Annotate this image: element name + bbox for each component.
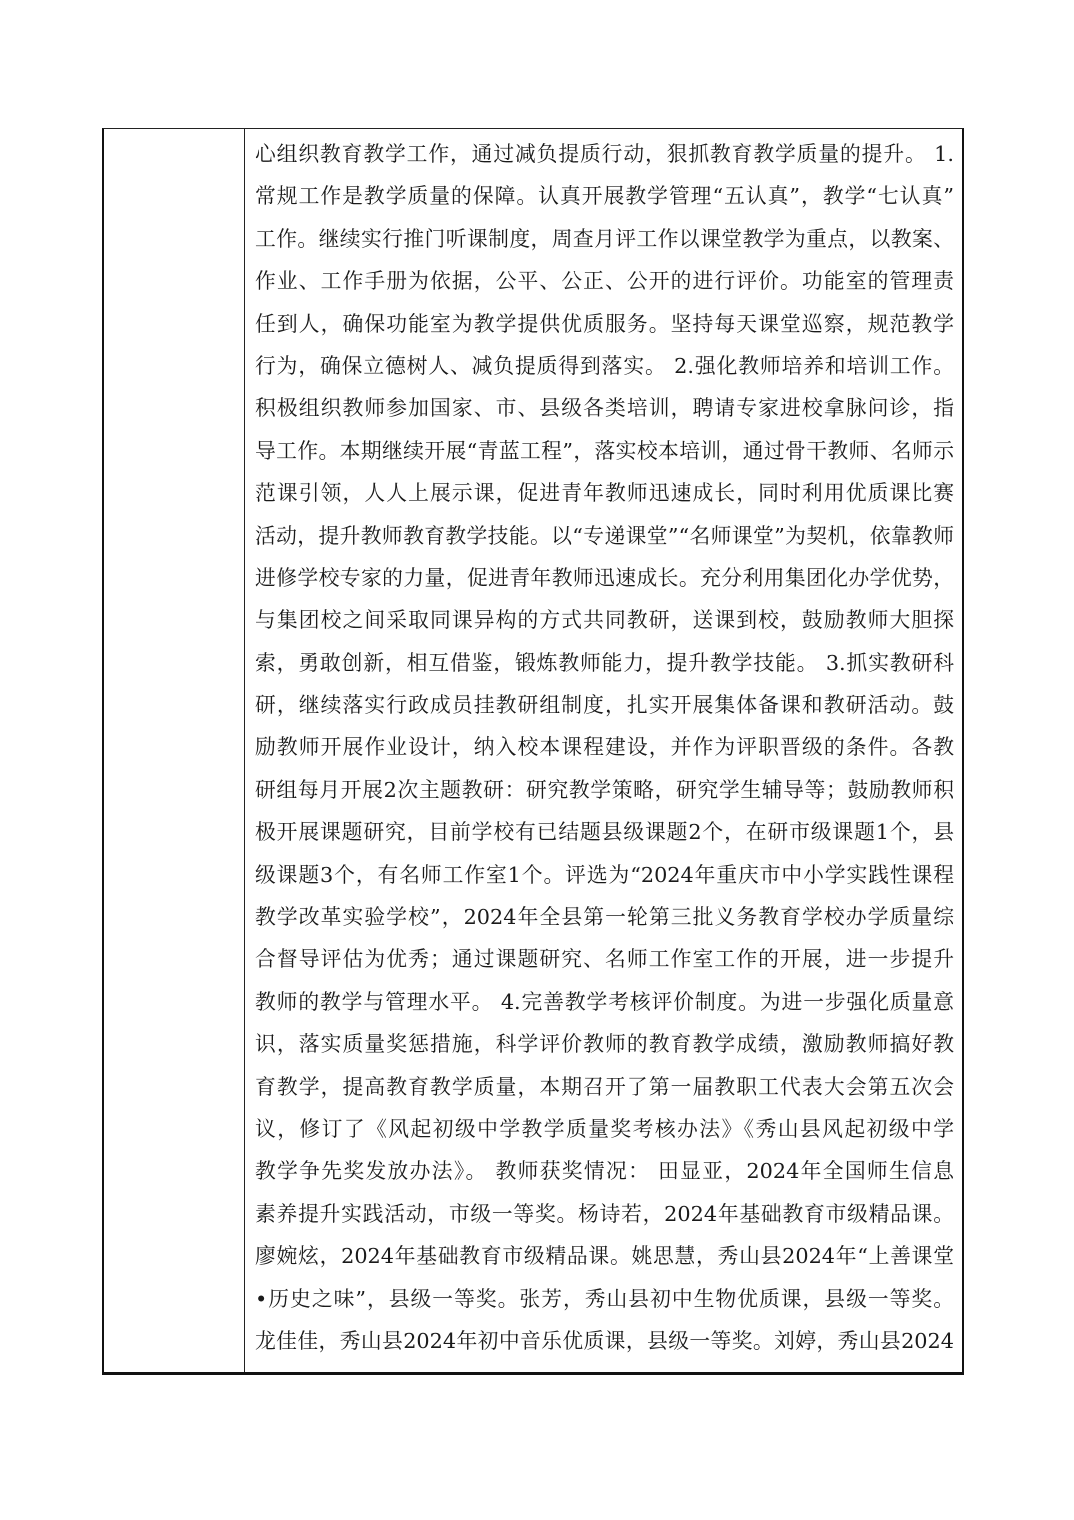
text-line: 工作。继续实行推门听课制度，周查月评工作以课堂教学为重点，以教案、 (255, 226, 954, 251)
text-line: 与集团校之间采取同课异构的方式共同教研，送课到校，鼓励教师大胆探 (255, 608, 954, 633)
table-content-cell (245, 129, 962, 1372)
text-line: 励教师开展作业设计，纳入校本课程建设，并作为评职晋级的条件。各教 (255, 735, 954, 760)
text-line: 常规工作是教学质量的保障。认真开展教学管理“五认真”，教学“七认真” (255, 184, 954, 209)
table-label-cell (104, 129, 245, 1372)
text-line: 级课题3个，有名师工作室1个。评选为“2024年重庆市中小学实践性课程 (255, 862, 954, 887)
text-line: 教学改革实验学校”，2024年全县第一轮第三批义务教育学校办学质量综 (255, 905, 954, 930)
text-line: 任到人，确保功能室为教学提供优质服务。坚持每天课堂巡察，规范教学 (255, 311, 954, 336)
text-line: 导工作。本期继续开展“青蓝工程”，落实校本培训，通过骨干教师、名师示 (255, 438, 954, 463)
text-line: 龙佳佳，秀山县2024年初中音乐优质课，县级一等奖。刘婷，秀山县2024 (255, 1328, 954, 1353)
text-line: 活动，提升教师教育教学技能。以“专递课堂”“名师课堂”为契机，依靠教师 (255, 523, 954, 548)
text-line: 行为，确保立德树人、减负提质得到落实。 2.强化教师培养和培训工作。 (255, 353, 954, 378)
text-line: 研组每月开展2次主题教研：研究教学策略，研究学生辅导等；鼓励教师积 (255, 777, 954, 802)
text-line: 识，落实质量奖惩措施，科学评价教师的教育教学成绩，激励教师搞好教 (255, 1032, 954, 1057)
text-line: 议，修订了《风起初级中学教学质量奖考核办法》《秀山县风起初级中学 (255, 1116, 954, 1141)
text-line: 极开展课题研究，目前学校有已结题县级课题2个，在研市级课题1个，县 (255, 820, 954, 845)
text-line: 育教学，提高教育教学质量，本期召开了第一届教职工代表大会第五次会 (255, 1074, 954, 1099)
text-line: 素养提升实践活动，市级一等奖。杨诗若，2024年基础教育市级精品课。 (255, 1201, 954, 1226)
text-line: 教学争先奖发放办法》。 教师获奖情况： 田显亚，2024年全国师生信息 (255, 1159, 954, 1184)
text-line: 合督导评估为优秀；通过课题研究、名师工作室工作的开展，进一步提升 (255, 947, 954, 972)
text-line: 心组织教育教学工作，通过减负提质行动，狠抓教育教学质量的提升。 1. (255, 142, 954, 166)
text-line: 教师的教学与管理水平。 4.完善教学考核评价制度。为进一步强化质量意 (255, 989, 954, 1014)
text-line: •历史之味”，县级一等奖。张芳，秀山县初中生物优质课，县级一等奖。 (255, 1286, 954, 1311)
document-table (102, 128, 964, 1375)
text-line: 索，勇敢创新，相互借鉴，锻炼教师能力，提升教学技能。 3.抓实教研科 (255, 650, 954, 675)
text-line: 作业、工作手册为依据，公平、公正、公开的进行评价。功能室的管理责 (255, 269, 954, 294)
text-line: 进修学校专家的力量，促进青年教师迅速成长。充分利用集团化办学优势， (255, 565, 954, 590)
text-line: 范课引领，人人上展示课，促进青年教师迅速成长，同时利用优质课比赛 (255, 481, 954, 506)
text-line: 积极组织教师参加国家、市、县级各类培训，聘请专家进校拿脉问诊，指 (255, 396, 954, 421)
text-line: 廖婉炫，2024年基础教育市级精品课。姚思慧，秀山县2024年“上善课堂 (255, 1244, 954, 1269)
text-line: 研，继续落实行政成员挂教研组制度，扎实开展集体备课和教研活动。鼓 (255, 693, 954, 718)
